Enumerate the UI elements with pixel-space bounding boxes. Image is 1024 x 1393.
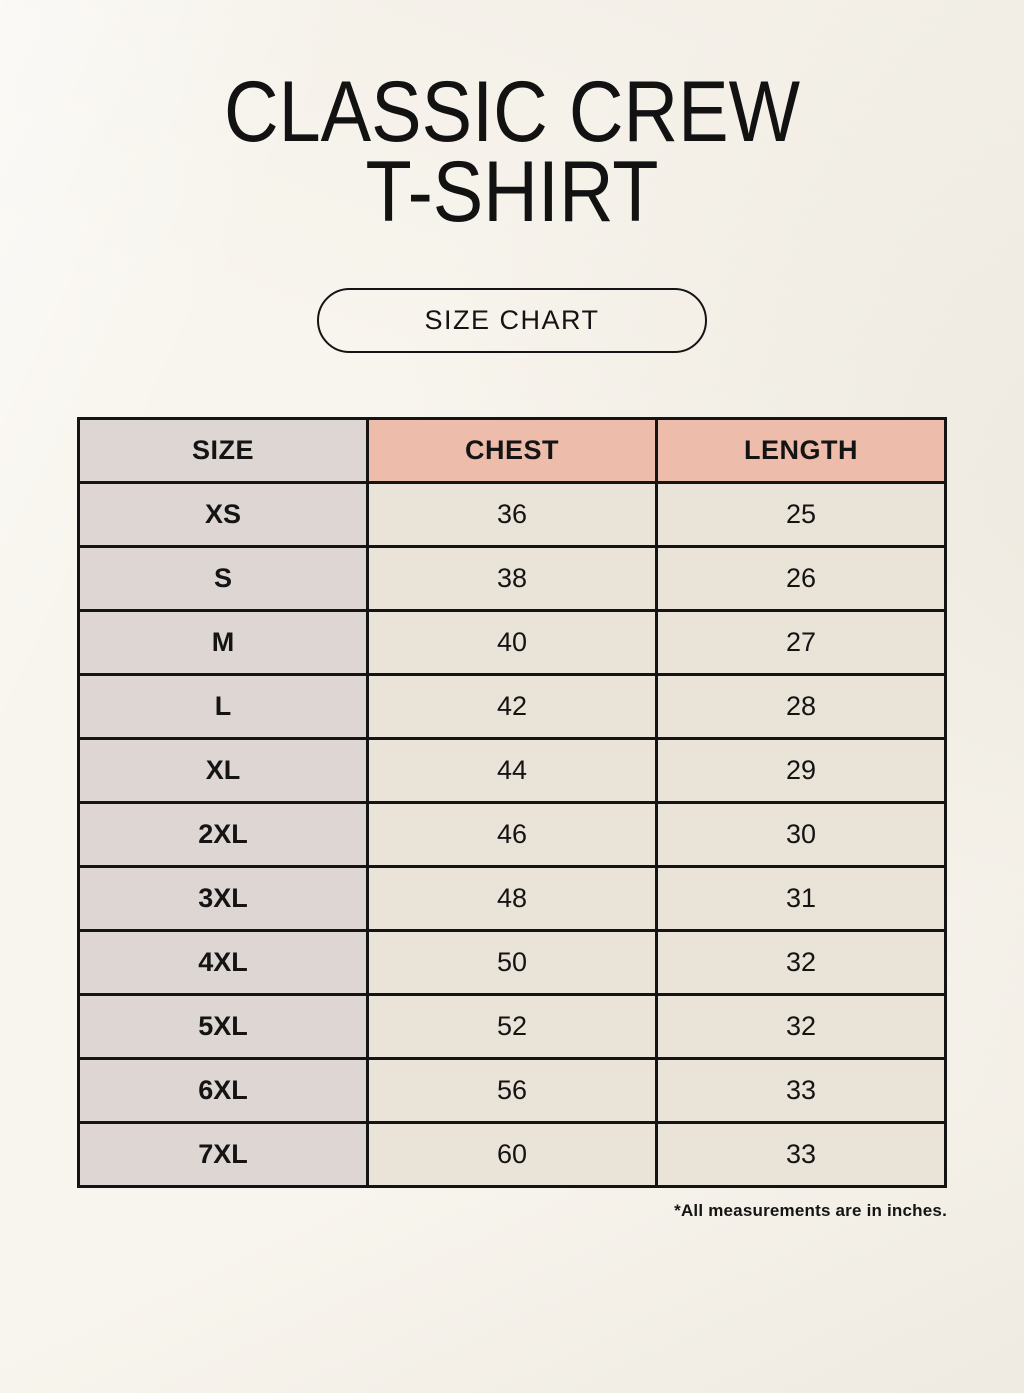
chest-cell: 60 bbox=[368, 1123, 657, 1187]
chest-cell: 50 bbox=[368, 931, 657, 995]
column-header-length: LENGTH bbox=[657, 419, 946, 483]
chest-cell: 52 bbox=[368, 995, 657, 1059]
table-row bbox=[79, 803, 946, 867]
length-cell: 25 bbox=[657, 483, 946, 547]
length-cell: 30 bbox=[657, 803, 946, 867]
length-cell: 29 bbox=[657, 739, 946, 803]
page-title bbox=[61, 64, 962, 240]
table-row bbox=[79, 547, 946, 611]
size-cell: XS bbox=[79, 483, 368, 547]
table-row bbox=[79, 739, 946, 803]
table-row bbox=[79, 867, 946, 931]
chest-cell: 44 bbox=[368, 739, 657, 803]
size-chart-button-label: SIZE CHART bbox=[424, 305, 600, 335]
table-row bbox=[79, 1123, 946, 1187]
chest-cell: 40 bbox=[368, 611, 657, 675]
length-cell: 26 bbox=[657, 547, 946, 611]
length-cell: 27 bbox=[657, 611, 946, 675]
size-chart-page bbox=[0, 64, 1024, 1221]
length-cell: 28 bbox=[657, 675, 946, 739]
chest-cell: 36 bbox=[368, 483, 657, 547]
chest-cell: 46 bbox=[368, 803, 657, 867]
size-cell: 4XL bbox=[79, 931, 368, 995]
table-row bbox=[79, 995, 946, 1059]
size-cell: 5XL bbox=[79, 995, 368, 1059]
table-row bbox=[79, 675, 946, 739]
size-table-container bbox=[77, 417, 947, 1221]
length-cell: 33 bbox=[657, 1123, 946, 1187]
chest-cell: 56 bbox=[368, 1059, 657, 1123]
footnote: *All measurements are in inches. bbox=[674, 1201, 947, 1220]
table-header-row bbox=[79, 419, 946, 483]
table-row bbox=[79, 931, 946, 995]
title-line-2: T-SHIRT bbox=[365, 144, 659, 240]
length-cell: 33 bbox=[657, 1059, 946, 1123]
chest-cell: 38 bbox=[368, 547, 657, 611]
chest-cell: 42 bbox=[368, 675, 657, 739]
size-cell: XL bbox=[79, 739, 368, 803]
size-chart-button[interactable] bbox=[317, 288, 707, 353]
table-row bbox=[79, 611, 946, 675]
column-header-size: SIZE bbox=[79, 419, 368, 483]
size-cell: 2XL bbox=[79, 803, 368, 867]
size-cell: 3XL bbox=[79, 867, 368, 931]
title-line-1: CLASSIC CREW bbox=[223, 64, 801, 160]
length-cell: 31 bbox=[657, 867, 946, 931]
column-header-chest: CHEST bbox=[368, 419, 657, 483]
size-cell: 6XL bbox=[79, 1059, 368, 1123]
table-row bbox=[79, 1059, 946, 1123]
length-cell: 32 bbox=[657, 995, 946, 1059]
size-table bbox=[77, 417, 947, 1188]
size-cell: M bbox=[79, 611, 368, 675]
size-cell: L bbox=[79, 675, 368, 739]
table-row bbox=[79, 483, 946, 547]
chest-cell: 48 bbox=[368, 867, 657, 931]
size-cell: S bbox=[79, 547, 368, 611]
length-cell: 32 bbox=[657, 931, 946, 995]
size-cell: 7XL bbox=[79, 1123, 368, 1187]
